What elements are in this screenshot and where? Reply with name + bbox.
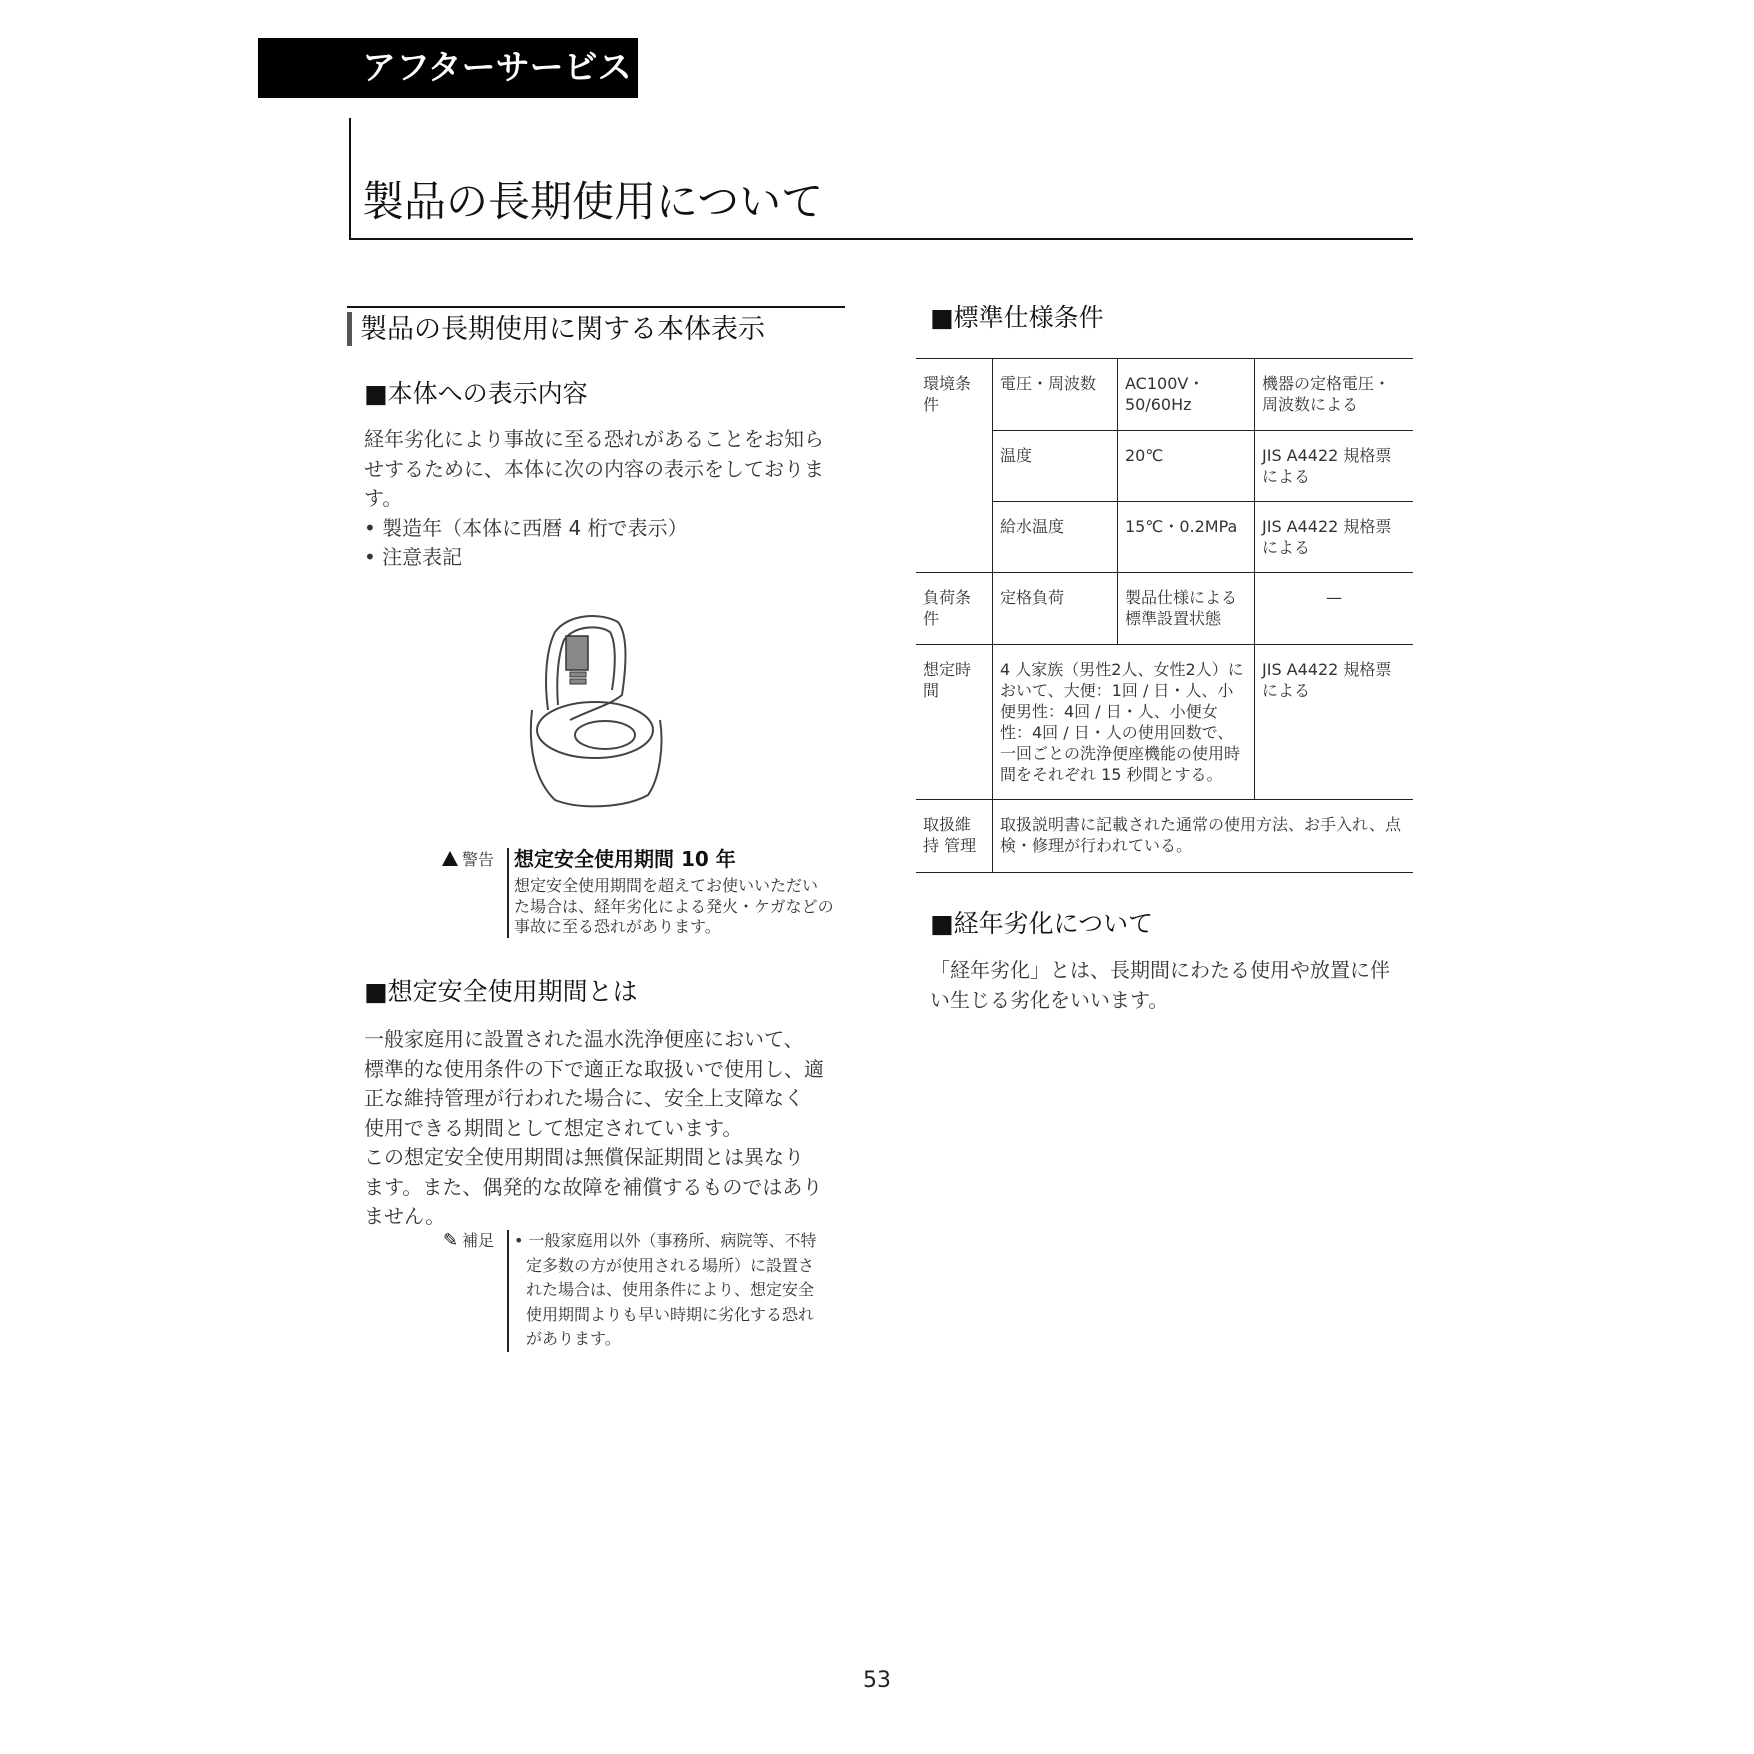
note-line: があります。 (526, 1329, 621, 1348)
page-number: 53 (863, 1668, 891, 1693)
note-line: れた場合は、使用条件により、想定安全 (526, 1280, 815, 1299)
warning-triangle-icon (442, 851, 458, 866)
cell-temp-value: 20℃ (1118, 431, 1255, 502)
cell-voltage-label: 電圧・周波数 (993, 359, 1118, 431)
title-rule-vertical (349, 118, 351, 240)
spec-heading: ■標準仕様条件 (930, 303, 1104, 332)
note-line: • 一般家庭用以外（事務所、病院等、不特 (514, 1231, 817, 1250)
warning-line: 想定安全使用期間を超えてお使いいただい (514, 876, 819, 895)
cell-load-item: 定格負荷 (993, 573, 1118, 645)
note-text (514, 1229, 817, 1352)
display-line: せするために、本体に次の内容の表示をしておりま (364, 456, 824, 481)
table-row (916, 800, 1413, 873)
title-rule-horizontal (349, 238, 1413, 240)
cell-load-value: 製品仕様による 標準設置状態 (1118, 573, 1255, 645)
period-line: 標準的な使用条件の下で適正な取扱いで使用し、適 (364, 1056, 824, 1081)
cell-voltage-value: AC100V・ 50/60Hz (1118, 359, 1255, 431)
cell-maint-value: 取扱説明書に記載された通常の使用方法、お手入れ、点検・修理が行われている。 (993, 800, 1414, 873)
aging-line: い生じる劣化をいいます。 (930, 987, 1169, 1012)
table-row (916, 645, 1413, 800)
cell-voltage-note: 機器の定格電圧・ 周波数による (1255, 359, 1414, 431)
table-row (916, 573, 1413, 645)
display-heading: ■本体への表示内容 (364, 379, 588, 408)
warning-rule (507, 848, 509, 938)
page-title: 製品の長期使用について (362, 177, 824, 226)
period-line: 正な維持管理が行われた場合に、安全上支障なく (364, 1086, 804, 1110)
section-rule (347, 306, 845, 308)
note-label: ✎ 補足 (443, 1230, 495, 1251)
cell-temp-label: 温度 (993, 431, 1118, 502)
label-plate-strip (570, 672, 586, 677)
period-line: ます。また、偶発的な故障を補償するものではあり (364, 1174, 823, 1199)
cell-temp-note: JIS A4422 規格票 による (1255, 431, 1414, 502)
toilet-opening (575, 721, 635, 749)
row-label-time: 想定時間 (916, 645, 993, 800)
row-label-load: 負荷条件 (916, 573, 993, 645)
note-rule (507, 1230, 509, 1352)
note-line: 定多数の方が使用される場所）に設置さ (526, 1255, 815, 1275)
row-label-env: 環境条件 (916, 359, 993, 573)
cell-water-value: 15℃・0.2MPa (1118, 502, 1255, 573)
display-line: • 製造年（本体に西暦 4 桁で表示） (364, 515, 688, 540)
warning-line: た場合は、経年劣化による発火・ケガなどの (514, 896, 834, 916)
period-body (364, 1025, 824, 1232)
warning-label: 警告 (442, 849, 494, 871)
pencil-icon: ✎ (443, 1230, 459, 1251)
aging-heading: ■経年劣化について (930, 909, 1154, 938)
cell-water-note: JIS A4422 規格票 による (1255, 502, 1414, 573)
period-line: この想定安全使用期間は無償保証期間とは異なり (364, 1145, 804, 1169)
label-plate (566, 636, 588, 670)
note-line: 使用期間よりも早い時期に劣化する恐れ (526, 1304, 815, 1324)
period-line: ません。 (364, 1204, 446, 1228)
section-banner: アフターサービス (258, 38, 638, 98)
warning-text (514, 876, 834, 938)
toilet-seat (537, 702, 653, 758)
display-line: す。 (364, 486, 403, 510)
section-title: 製品の長期使用に関する本体表示 (360, 314, 765, 345)
period-line: 使用できる期間として想定されています。 (364, 1115, 743, 1140)
warning-line: 事故に至る恐れがあります。 (514, 917, 721, 936)
label-plate-strip (570, 679, 586, 684)
table-row (916, 359, 1413, 431)
aging-line: 「経年劣化」とは、長期間にわたる使用や放置に伴 (930, 958, 1390, 982)
warning-title: 想定安全使用期間 10 年 (514, 847, 736, 871)
display-body (364, 425, 824, 573)
period-line: 一般家庭用に設置された温水洗浄便座において、 (364, 1027, 804, 1051)
aging-body (930, 956, 1390, 1015)
cell-load-note: — (1255, 573, 1414, 645)
period-heading: ■想定安全使用期間とは (364, 977, 638, 1006)
cell-water-label: 給水温度 (993, 502, 1118, 573)
display-line: • 注意表記 (364, 545, 463, 569)
spec-table (916, 358, 1413, 873)
row-label-maint: 取扱維持 管理 (916, 800, 993, 873)
toilet-illustration (520, 610, 670, 810)
display-line: 経年劣化により事故に至る恐れがあることをお知ら (364, 427, 824, 451)
cell-time-value: 4 人家族（男性2人、女性2人）において、大便：1回 / 日・人、小便男性：4回 / 日・人、小便女性：4回 / 日・人の使用回数で、一回ごとの洗浄便座機能の使用時間をそれぞれ 15 秒間とする。 (993, 645, 1255, 800)
section-marker (347, 312, 352, 346)
cell-time-note: JIS A4422 規格票 による (1255, 645, 1414, 800)
